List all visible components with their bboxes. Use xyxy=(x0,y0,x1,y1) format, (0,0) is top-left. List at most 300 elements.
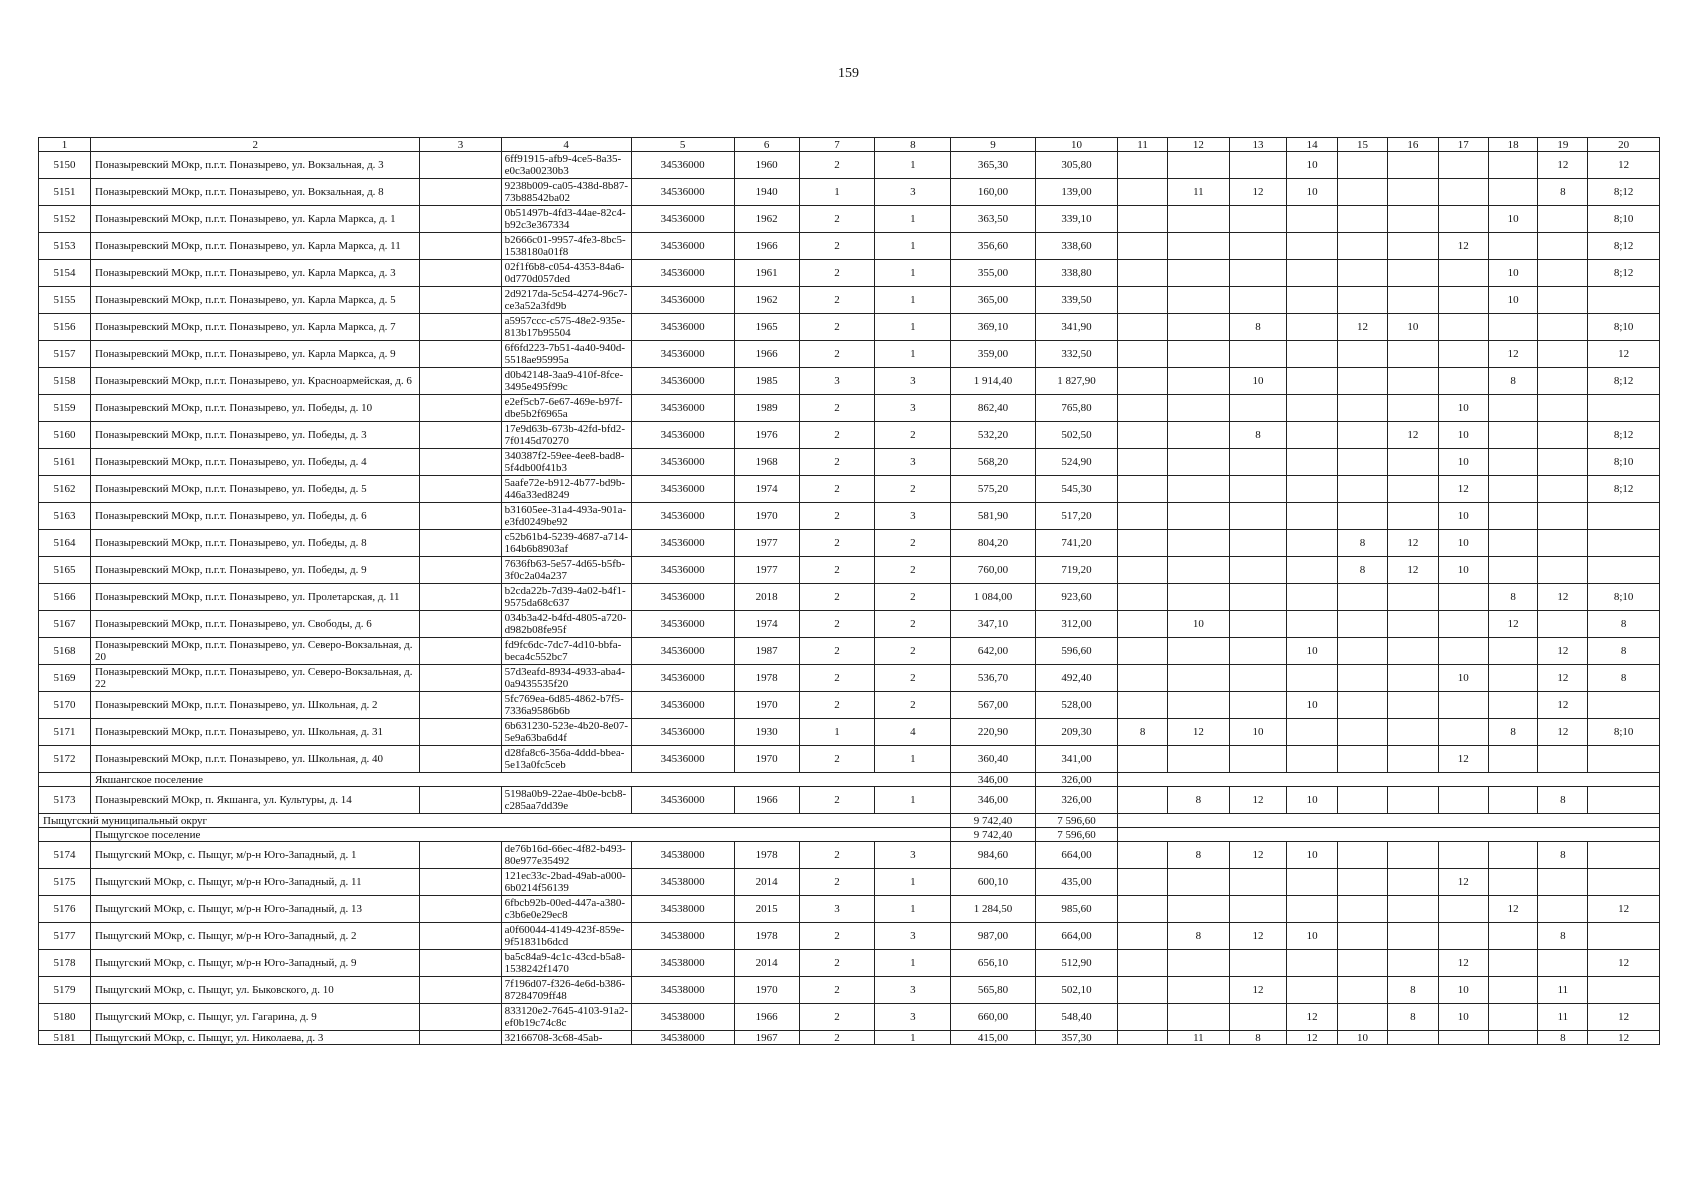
column-7-cell: 2 xyxy=(799,611,875,638)
work-year-cell xyxy=(1538,368,1588,395)
column-3-cell xyxy=(420,719,501,746)
row-number: 5179 xyxy=(39,977,91,1004)
row-number: 5181 xyxy=(39,1031,91,1045)
year-cell: 1970 xyxy=(734,977,799,1004)
column-8-cell: 1 xyxy=(875,314,951,341)
work-year-cell xyxy=(1118,950,1168,977)
work-year-cell xyxy=(1438,179,1488,206)
living-area-cell: 765,80 xyxy=(1035,395,1117,422)
okato-cell: 34536000 xyxy=(631,449,734,476)
work-year-cell xyxy=(1118,1004,1168,1031)
work-year-cell xyxy=(1338,787,1388,814)
row-number: 5174 xyxy=(39,842,91,869)
work-year-cell xyxy=(1167,449,1229,476)
okato-cell: 34538000 xyxy=(631,950,734,977)
work-year-cell xyxy=(1438,341,1488,368)
column-7-cell: 2 xyxy=(799,152,875,179)
guid-cell: 340387f2-59ee-4ee8-bad8-5f4db00f41b3 xyxy=(501,449,631,476)
work-year-cell xyxy=(1538,503,1588,530)
column-3-cell xyxy=(420,368,501,395)
work-year-cell xyxy=(1167,422,1229,449)
column-number: 7 xyxy=(799,138,875,152)
work-year-cell xyxy=(1387,896,1438,923)
work-year-cell: 10 xyxy=(1229,719,1286,746)
column-8-cell: 1 xyxy=(875,746,951,773)
table-row xyxy=(39,179,1660,206)
guid-cell: 121ec33c-2bad-49ab-a000-6b0214f56139 xyxy=(501,869,631,896)
total-area-cell: 346,00 xyxy=(951,787,1036,814)
total-area-cell: 356,60 xyxy=(951,233,1036,260)
work-year-cell xyxy=(1287,719,1338,746)
work-year-cell: 12 xyxy=(1538,152,1588,179)
column-3-cell xyxy=(420,179,501,206)
work-year-cell xyxy=(1167,746,1229,773)
work-year-cell xyxy=(1488,787,1538,814)
column-number: 11 xyxy=(1118,138,1168,152)
work-year-cell xyxy=(1167,977,1229,1004)
work-year-cell: 12 xyxy=(1229,179,1286,206)
year-cell: 1960 xyxy=(734,152,799,179)
column-7-cell: 2 xyxy=(799,638,875,665)
column-7-cell: 2 xyxy=(799,476,875,503)
work-year-cell: 12 xyxy=(1438,746,1488,773)
work-year-cell xyxy=(1488,1004,1538,1031)
work-year-cell: 8 xyxy=(1488,368,1538,395)
work-year-cell xyxy=(1167,557,1229,584)
work-year-cell: 12 xyxy=(1229,977,1286,1004)
work-year-cell xyxy=(1438,260,1488,287)
column-8-cell: 3 xyxy=(875,368,951,395)
row-number: 5167 xyxy=(39,611,91,638)
column-7-cell: 2 xyxy=(799,842,875,869)
table-row xyxy=(39,1004,1660,1031)
address-cell: Поназыревский МОкр, п.г.т. Поназырево, ул. Победы, д. 4 xyxy=(91,449,420,476)
column-8-cell: 2 xyxy=(875,665,951,692)
work-year-cell: 8 xyxy=(1167,842,1229,869)
work-year-cell: 12 xyxy=(1588,1031,1660,1045)
work-year-cell xyxy=(1338,719,1388,746)
work-year-cell xyxy=(1118,638,1168,665)
work-year-cell xyxy=(1387,665,1438,692)
work-year-cell xyxy=(1287,869,1338,896)
work-year-cell xyxy=(1438,842,1488,869)
total-area-cell: 581,90 xyxy=(951,503,1036,530)
guid-cell: 7636fb63-5e57-4d65-b5fb-3f0c2a04a237 xyxy=(501,557,631,584)
column-3-cell xyxy=(420,896,501,923)
okato-cell: 34536000 xyxy=(631,368,734,395)
table-row xyxy=(39,503,1660,530)
work-year-cell: 8 xyxy=(1538,842,1588,869)
work-year-cell xyxy=(1538,449,1588,476)
work-year-cell xyxy=(1118,557,1168,584)
living-area-cell: 338,60 xyxy=(1035,233,1117,260)
work-year-cell xyxy=(1538,206,1588,233)
housing-registry-table xyxy=(38,137,1660,1045)
column-7-cell: 1 xyxy=(799,719,875,746)
work-year-cell xyxy=(1387,787,1438,814)
work-year-cell xyxy=(1338,692,1388,719)
total-area-cell: 567,00 xyxy=(951,692,1036,719)
work-year-cell xyxy=(1338,449,1388,476)
row-number: 5157 xyxy=(39,341,91,368)
year-cell: 1985 xyxy=(734,368,799,395)
total-area-cell: 220,90 xyxy=(951,719,1036,746)
column-3-cell xyxy=(420,314,501,341)
work-year-cell: 10 xyxy=(1488,206,1538,233)
work-year-cell xyxy=(1488,638,1538,665)
work-year-cell xyxy=(1538,746,1588,773)
work-year-cell xyxy=(1538,314,1588,341)
work-year-cell xyxy=(1167,638,1229,665)
work-year-cell: 8 xyxy=(1538,923,1588,950)
living-area-cell: 548,40 xyxy=(1035,1004,1117,1031)
work-year-cell: 11 xyxy=(1538,977,1588,1004)
work-year-cell xyxy=(1387,719,1438,746)
work-year-cell: 10 xyxy=(1387,314,1438,341)
guid-cell: e2ef5cb7-6e67-469e-b97f-dbe5b2f6965a xyxy=(501,395,631,422)
work-year-cell xyxy=(1488,977,1538,1004)
work-year-cell xyxy=(1488,422,1538,449)
work-year-cell: 8 xyxy=(1118,719,1168,746)
work-year-cell xyxy=(1167,395,1229,422)
guid-cell: a5957ccc-c575-48e2-935e-813b17b95504 xyxy=(501,314,631,341)
guid-cell: ba5c84a9-4c1c-43cd-b5a8-1538242f1470 xyxy=(501,950,631,977)
work-year-cell: 8 xyxy=(1488,584,1538,611)
work-year-cell: 12 xyxy=(1588,341,1660,368)
work-year-cell xyxy=(1387,950,1438,977)
address-cell: Поназыревский МОкр, п.г.т. Поназырево, ул. Победы, д. 9 xyxy=(91,557,420,584)
work-year-cell xyxy=(1287,530,1338,557)
year-cell: 1978 xyxy=(734,842,799,869)
work-year-cell xyxy=(1338,476,1388,503)
year-cell: 1966 xyxy=(734,233,799,260)
living-area-cell: 502,50 xyxy=(1035,422,1117,449)
okato-cell: 34536000 xyxy=(631,287,734,314)
work-year-cell xyxy=(1488,665,1538,692)
work-year-cell xyxy=(1438,787,1488,814)
address-cell: Поназыревский МОкр, п.г.т. Поназырево, ул. Победы, д. 6 xyxy=(91,503,420,530)
work-year-cell xyxy=(1488,869,1538,896)
okato-cell: 34536000 xyxy=(631,746,734,773)
work-year-cell xyxy=(1287,233,1338,260)
column-3-cell xyxy=(420,584,501,611)
work-year-cell: 8 xyxy=(1387,1004,1438,1031)
work-year-cell xyxy=(1229,557,1286,584)
guid-cell: 7f196d07-f326-4e6d-b386-87284709ff48 xyxy=(501,977,631,1004)
living-area-cell: 719,20 xyxy=(1035,557,1117,584)
row-number: 5173 xyxy=(39,787,91,814)
work-year-cell xyxy=(1588,746,1660,773)
year-cell: 1966 xyxy=(734,1004,799,1031)
column-3-cell xyxy=(420,395,501,422)
column-8-cell: 1 xyxy=(875,287,951,314)
work-year-cell xyxy=(1387,584,1438,611)
year-cell: 1974 xyxy=(734,611,799,638)
work-year-cell xyxy=(1118,584,1168,611)
row-number: 5165 xyxy=(39,557,91,584)
living-area-cell: 7 596,60 xyxy=(1035,814,1117,828)
work-year-cell xyxy=(1229,746,1286,773)
okato-cell: 34536000 xyxy=(631,611,734,638)
work-year-cell: 12 xyxy=(1387,557,1438,584)
work-year-cell: 10 xyxy=(1488,260,1538,287)
work-year-cell xyxy=(1118,260,1168,287)
page-number: 159 xyxy=(838,66,859,81)
work-year-cell: 10 xyxy=(1438,422,1488,449)
work-year-cell xyxy=(1167,503,1229,530)
guid-cell: 0b51497b-4fd3-44ae-82c4-b92c3e367334 xyxy=(501,206,631,233)
column-number: 6 xyxy=(734,138,799,152)
okato-cell: 34536000 xyxy=(631,692,734,719)
work-year-cell xyxy=(1287,896,1338,923)
living-area-cell: 517,20 xyxy=(1035,503,1117,530)
column-7-cell: 2 xyxy=(799,1031,875,1045)
work-year-cell: 10 xyxy=(1438,530,1488,557)
work-year-cell xyxy=(1338,206,1388,233)
work-year-cell xyxy=(1229,449,1286,476)
column-7-cell: 2 xyxy=(799,341,875,368)
work-year-cell xyxy=(1229,233,1286,260)
okato-cell: 34536000 xyxy=(631,179,734,206)
work-year-cell: 10 xyxy=(1438,503,1488,530)
column-8-cell: 1 xyxy=(875,950,951,977)
okato-cell: 34536000 xyxy=(631,719,734,746)
total-area-cell: 363,50 xyxy=(951,206,1036,233)
settlement-name: Якшангское поселение xyxy=(91,773,951,787)
work-year-cell xyxy=(1438,287,1488,314)
guid-cell: 833120e2-7645-4103-91a2-ef0b19c74c8c xyxy=(501,1004,631,1031)
okato-cell: 34538000 xyxy=(631,842,734,869)
column-8-cell: 2 xyxy=(875,638,951,665)
column-8-cell: 2 xyxy=(875,530,951,557)
table-row xyxy=(39,842,1660,869)
address-cell: Поназыревский МОкр, п.г.т. Поназырево, ул. Вокзальная, д. 8 xyxy=(91,179,420,206)
row-number: 5151 xyxy=(39,179,91,206)
work-year-cell: 10 xyxy=(1438,665,1488,692)
living-area-cell: 332,50 xyxy=(1035,341,1117,368)
okato-cell: 34536000 xyxy=(631,557,734,584)
column-3-cell xyxy=(420,206,501,233)
guid-cell: a0f60044-4149-423f-859e-9f51831b6dcd xyxy=(501,923,631,950)
work-year-cell xyxy=(1538,476,1588,503)
total-area-cell: 862,40 xyxy=(951,395,1036,422)
work-year-cell xyxy=(1287,503,1338,530)
work-year-cell xyxy=(1538,896,1588,923)
table-row xyxy=(39,314,1660,341)
work-year-cell xyxy=(1118,787,1168,814)
work-year-cell xyxy=(1118,206,1168,233)
row-number: 5168 xyxy=(39,638,91,665)
table-row xyxy=(39,530,1660,557)
work-year-cell xyxy=(1387,395,1438,422)
work-year-cell xyxy=(1229,341,1286,368)
year-cell: 2018 xyxy=(734,584,799,611)
okato-cell: 34536000 xyxy=(631,422,734,449)
work-year-cell xyxy=(1488,530,1538,557)
table-row xyxy=(39,665,1660,692)
work-year-cell xyxy=(1538,557,1588,584)
column-8-cell: 1 xyxy=(875,206,951,233)
work-year-cell: 12 xyxy=(1538,638,1588,665)
address-cell: Поназыревский МОкр, п.г.т. Поназырево, ул. Победы, д. 3 xyxy=(91,422,420,449)
column-8-cell: 3 xyxy=(875,1004,951,1031)
work-year-cell xyxy=(1488,557,1538,584)
column-8-cell: 1 xyxy=(875,260,951,287)
work-year-cell xyxy=(1338,179,1388,206)
column-number: 4 xyxy=(501,138,631,152)
work-year-cell xyxy=(1338,584,1388,611)
empty-cell xyxy=(39,828,91,842)
column-7-cell: 2 xyxy=(799,530,875,557)
work-year-cell xyxy=(1118,896,1168,923)
work-year-cell xyxy=(1588,869,1660,896)
table-row xyxy=(39,206,1660,233)
total-area-cell: 1 284,50 xyxy=(951,896,1036,923)
work-year-cell: 8;12 xyxy=(1588,368,1660,395)
empty-cell xyxy=(1118,828,1660,842)
table-row xyxy=(39,869,1660,896)
total-area-cell: 365,00 xyxy=(951,287,1036,314)
column-7-cell: 3 xyxy=(799,896,875,923)
work-year-cell xyxy=(1488,152,1538,179)
work-year-cell: 12 xyxy=(1387,422,1438,449)
okato-cell: 34538000 xyxy=(631,977,734,1004)
work-year-cell: 10 xyxy=(1287,923,1338,950)
row-number: 5175 xyxy=(39,869,91,896)
column-8-cell: 2 xyxy=(875,611,951,638)
work-year-cell xyxy=(1287,368,1338,395)
work-year-cell: 10 xyxy=(1167,611,1229,638)
column-7-cell: 2 xyxy=(799,869,875,896)
living-area-cell: 524,90 xyxy=(1035,449,1117,476)
living-area-cell: 512,90 xyxy=(1035,950,1117,977)
column-number: 2 xyxy=(91,138,420,152)
work-year-cell: 12 xyxy=(1588,1004,1660,1031)
total-area-cell: 369,10 xyxy=(951,314,1036,341)
year-cell: 1970 xyxy=(734,692,799,719)
table-row xyxy=(39,557,1660,584)
work-year-cell xyxy=(1287,422,1338,449)
work-year-cell: 8 xyxy=(1538,1031,1588,1045)
year-cell: 1966 xyxy=(734,787,799,814)
address-cell: Поназыревский МОкр, п.г.т. Поназырево, ул. Свободы, д. 6 xyxy=(91,611,420,638)
work-year-cell: 8 xyxy=(1167,923,1229,950)
work-year-cell: 10 xyxy=(1488,287,1538,314)
work-year-cell xyxy=(1118,665,1168,692)
guid-cell: 5fc769ea-6d85-4862-b7f5-7336a9586b6b xyxy=(501,692,631,719)
work-year-cell xyxy=(1387,746,1438,773)
okato-cell: 34536000 xyxy=(631,314,734,341)
living-area-cell: 209,30 xyxy=(1035,719,1117,746)
guid-cell: d0b42148-3aa9-410f-8fce-3495e495f99c xyxy=(501,368,631,395)
work-year-cell xyxy=(1167,530,1229,557)
work-year-cell xyxy=(1338,665,1388,692)
work-year-cell xyxy=(1229,260,1286,287)
work-year-cell: 12 xyxy=(1588,950,1660,977)
work-year-cell xyxy=(1488,476,1538,503)
work-year-cell xyxy=(1488,395,1538,422)
column-7-cell: 2 xyxy=(799,503,875,530)
living-area-cell: 341,90 xyxy=(1035,314,1117,341)
total-area-cell: 415,00 xyxy=(951,1031,1036,1045)
work-year-cell xyxy=(1488,1031,1538,1045)
column-3-cell xyxy=(420,869,501,896)
column-7-cell: 2 xyxy=(799,746,875,773)
table-row xyxy=(39,923,1660,950)
column-8-cell: 4 xyxy=(875,719,951,746)
work-year-cell xyxy=(1588,842,1660,869)
living-area-cell: 312,00 xyxy=(1035,611,1117,638)
row-number: 5164 xyxy=(39,530,91,557)
work-year-cell: 12 xyxy=(1229,787,1286,814)
work-year-cell xyxy=(1338,638,1388,665)
table-row xyxy=(39,977,1660,1004)
row-number: 5153 xyxy=(39,233,91,260)
work-year-cell: 12 xyxy=(1287,1004,1338,1031)
work-year-cell xyxy=(1287,206,1338,233)
work-year-cell: 12 xyxy=(1538,665,1588,692)
year-cell: 1962 xyxy=(734,287,799,314)
work-year-cell xyxy=(1387,842,1438,869)
work-year-cell xyxy=(1438,638,1488,665)
okato-cell: 34536000 xyxy=(631,152,734,179)
table-row xyxy=(39,1031,1660,1045)
work-year-cell: 10 xyxy=(1287,787,1338,814)
table-body xyxy=(39,138,1660,1045)
column-3-cell xyxy=(420,746,501,773)
row-number: 5170 xyxy=(39,692,91,719)
work-year-cell: 10 xyxy=(1438,395,1488,422)
work-year-cell xyxy=(1287,611,1338,638)
work-year-cell: 10 xyxy=(1438,449,1488,476)
work-year-cell: 10 xyxy=(1287,638,1338,665)
work-year-cell: 12 xyxy=(1538,584,1588,611)
living-area-cell: 502,10 xyxy=(1035,977,1117,1004)
work-year-cell xyxy=(1588,557,1660,584)
work-year-cell xyxy=(1229,530,1286,557)
okato-cell: 34536000 xyxy=(631,584,734,611)
work-year-cell xyxy=(1338,233,1388,260)
table-row xyxy=(39,341,1660,368)
work-year-cell: 10 xyxy=(1287,179,1338,206)
work-year-cell: 12 xyxy=(1438,950,1488,977)
address-cell: Поназыревский МОкр, п.г.т. Поназырево, ул. Школьная, д. 31 xyxy=(91,719,420,746)
work-year-cell xyxy=(1488,503,1538,530)
column-number: 17 xyxy=(1438,138,1488,152)
living-area-cell: 985,60 xyxy=(1035,896,1117,923)
table-row xyxy=(39,422,1660,449)
guid-cell: c52b61b4-5239-4687-a714-164b6b8903af xyxy=(501,530,631,557)
column-7-cell: 2 xyxy=(799,665,875,692)
living-area-cell: 1 827,90 xyxy=(1035,368,1117,395)
table-row xyxy=(39,287,1660,314)
column-8-cell: 3 xyxy=(875,977,951,1004)
work-year-cell xyxy=(1118,233,1168,260)
year-cell: 1989 xyxy=(734,395,799,422)
work-year-cell: 8;12 xyxy=(1588,260,1660,287)
column-number: 10 xyxy=(1035,138,1117,152)
okato-cell: 34536000 xyxy=(631,638,734,665)
work-year-cell xyxy=(1229,611,1286,638)
work-year-cell: 10 xyxy=(1287,842,1338,869)
work-year-cell xyxy=(1438,206,1488,233)
column-3-cell xyxy=(420,233,501,260)
work-year-cell xyxy=(1229,206,1286,233)
column-7-cell: 2 xyxy=(799,422,875,449)
column-8-cell: 3 xyxy=(875,179,951,206)
year-cell: 1987 xyxy=(734,638,799,665)
column-8-cell: 3 xyxy=(875,842,951,869)
